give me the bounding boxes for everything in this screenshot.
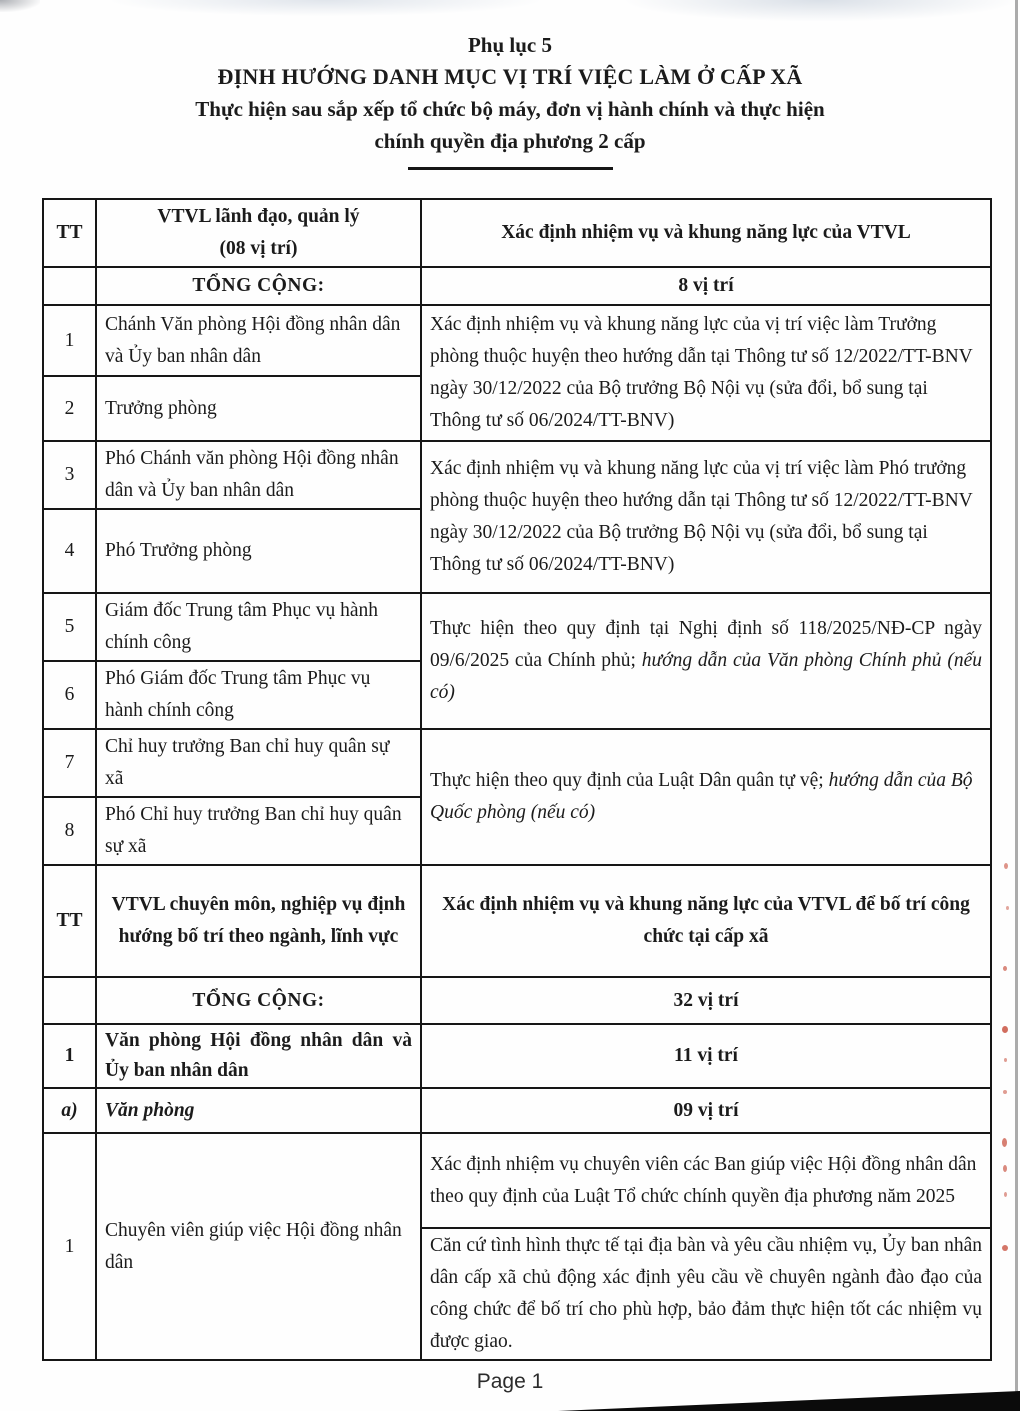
task-description-bottom: Căn cứ tình hình thực tế tại địa bàn và yêu cầu nhiệm vụ, Ủy ban nhân dân cấp xã chủ động xác định yêu cầu về chuyên ngành đào đạo của công chức để bố trí cho phù hợp, bảo đảm thực hiện tốt các nhiệm vụ được giao.: [421, 1228, 991, 1360]
red-speck: [1002, 1245, 1008, 1251]
row-number: 5: [43, 593, 96, 661]
red-speck: [1004, 863, 1008, 869]
red-speck: [1003, 1165, 1007, 1172]
table-row: [43, 267, 991, 305]
total-label-2: TỔNG CỘNG:: [96, 977, 421, 1024]
total-value-1: 8 vị trí: [421, 267, 991, 305]
table-row: [43, 441, 991, 509]
empty-cell: [43, 977, 96, 1024]
document-title: ĐỊNH HƯỚNG DANH MỤC VỊ TRÍ VIỆC LÀM Ở CẤP XÃ: [217, 64, 803, 89]
table-row: [43, 1024, 991, 1088]
task-description-normal: Thực hiện theo quy định của Luật Dân quân tự vệ;: [430, 770, 829, 791]
sub-unit-position-count: 09 vị trí: [421, 1088, 991, 1133]
table-row: [43, 1133, 991, 1228]
table-row: [43, 305, 991, 376]
red-speck: [1002, 1138, 1007, 1147]
header-leadership-line2: (08 vị trí): [219, 238, 298, 259]
unit-name: Văn phòng Hội đồng nhân dân và Ủy ban nhân dân: [96, 1024, 421, 1088]
task-description-top: Xác định nhiệm vụ chuyên viên các Ban giúp việc Hội đồng nhân dân theo quy định của Luật Tổ chức chính quyền địa phương năm 2025: [421, 1133, 991, 1228]
row-number: 8: [43, 797, 96, 865]
row-number: 2: [43, 376, 96, 441]
positions-table: [42, 198, 992, 1361]
red-speck: [1004, 1058, 1007, 1062]
position-name: Phó Chánh văn phòng Hội đồng nhân dân và Ủy ban nhân dân: [96, 441, 421, 509]
position-name: Giám đốc Trung tâm Phục vụ hành chính công: [96, 593, 421, 661]
position-name: Trưởng phòng: [96, 376, 421, 441]
header-task-framework: Xác định nhiệm vụ và khung năng lực của VTVL: [421, 199, 991, 267]
document-header: [0, 30, 1020, 170]
scan-wedge: [558, 1391, 1020, 1411]
header-tt-2: TT: [43, 865, 96, 977]
row-number: 1: [43, 1024, 96, 1088]
table-row: [43, 593, 991, 661]
unit-position-count: 11 vị trí: [421, 1024, 991, 1088]
task-description-italic: hướng dẫn của Bộ Quốc phòng (nếu có): [430, 770, 973, 823]
sub-unit-name: Văn phòng: [96, 1088, 421, 1133]
header-leadership-positions: [96, 199, 421, 267]
table-row: [43, 199, 991, 267]
header-specialist-positions: VTVL chuyên môn, nghiệp vụ định hướng bố trí theo ngành, lĩnh vực: [96, 865, 421, 977]
task-description-7-8: [421, 729, 991, 865]
position-name: Chuyên viên giúp việc Hội đồng nhân dân: [96, 1133, 421, 1360]
scan-smudge: [0, 0, 40, 12]
row-number: 1: [43, 305, 96, 376]
table-row: [43, 729, 991, 797]
row-number: 6: [43, 661, 96, 729]
row-number: 4: [43, 509, 96, 593]
scan-smudge: [620, 0, 1020, 22]
row-number: 3: [43, 441, 96, 509]
row-number: 1: [43, 1133, 96, 1360]
header-task-framework-2: Xác định nhiệm vụ và khung năng lực của VTVL để bố trí công chức tại cấp xã: [421, 865, 991, 977]
page-number: Page 1: [476, 1370, 544, 1393]
empty-cell: [43, 267, 96, 305]
red-speck: [1002, 1026, 1008, 1033]
red-speck: [1006, 906, 1009, 910]
red-speck: [1004, 1192, 1007, 1197]
position-name: Phó Trưởng phòng: [96, 509, 421, 593]
position-name: Chỉ huy trưởng Ban chỉ huy quân sự xã: [96, 729, 421, 797]
row-number: a): [43, 1088, 96, 1133]
total-value-2: 32 vị trí: [421, 977, 991, 1024]
task-description-normal: Thực hiện theo quy định tại Nghị định số 118/2025/NĐ-CP ngày 09/6/2025 của Chính phủ;: [430, 618, 982, 671]
scan-smudge: [110, 0, 540, 16]
red-speck: [1003, 966, 1007, 971]
document-subtitle-line2: chính quyền địa phương 2 cấp: [374, 129, 646, 153]
title-divider: [408, 167, 613, 170]
table-row: [43, 1088, 991, 1133]
header-leadership-line1: VTVL lãnh đạo, quản lý: [157, 206, 360, 227]
scan-edge-line: [1015, 0, 1018, 1411]
red-speck: [1003, 1090, 1007, 1094]
position-name: Phó Giám đốc Trung tâm Phục vụ hành chính công: [96, 661, 421, 729]
task-description-3-4: Xác định nhiệm vụ và khung năng lực của vị trí việc làm Phó trưởng phòng thuộc huyện theo hướng dẫn tại Thông tư số 12/2022/TT-BNV ngày 30/12/2022 của Bộ trưởng Bộ Nội vụ (sửa đổi, bổ sung tại Thông tư số 06/2024/TT-BNV): [421, 441, 991, 593]
row-number: 7: [43, 729, 96, 797]
document-subtitle-line1: Thực hiện sau sắp xếp tổ chức bộ máy, đơn vị hành chính và thực hiện: [195, 97, 825, 121]
appendix-number: Phụ lục 5: [467, 33, 553, 57]
task-description-italic: hướng dẫn của Văn phòng Chính phủ (nếu có): [430, 650, 982, 703]
total-label-1: TỔNG CỘNG:: [96, 267, 421, 305]
table-row: [43, 977, 991, 1024]
table-row: [43, 865, 991, 977]
task-description-1-2: Xác định nhiệm vụ và khung năng lực của vị trí việc làm Trưởng phòng thuộc huyện theo hướng dẫn tại Thông tư số 12/2022/TT-BNV ngày 30/12/2022 của Bộ trưởng Bộ Nội vụ (sửa đổi, bổ sung tại Thông tư số 06/2024/TT-BNV): [421, 305, 991, 441]
position-name: Phó Chỉ huy trưởng Ban chỉ huy quân sự xã: [96, 797, 421, 865]
task-description-5-6: [421, 593, 991, 729]
header-tt: TT: [43, 199, 96, 267]
position-name: Chánh Văn phòng Hội đồng nhân dân và Ủy ban nhân dân: [96, 305, 421, 376]
